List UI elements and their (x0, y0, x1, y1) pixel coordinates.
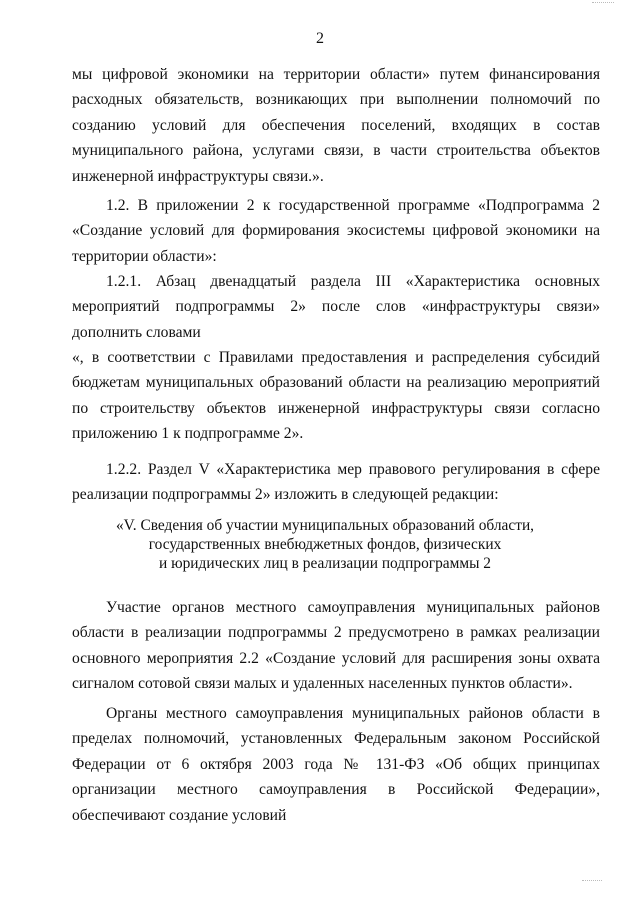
scan-mark-bottom (582, 880, 602, 883)
section-heading-line-2: государственных внебюджетных фондов, физических (148, 536, 502, 553)
paragraph-1-2-2: 1.2.2. Раздел V «Характеристика мер правового регулирования в сфере реализации подпрограммы 2» изложить в следующей редакции: (72, 461, 600, 504)
paragraph-insert-text: «, в соответствии с Правилами предоставления и распределения субсидий бюджетам муниципальных образований области на реализацию мероприятий по строительству объектов инженерной инфраструктуры связи согласно приложению 1 к подпрограмме 2». (72, 349, 600, 443)
section-heading (90, 516, 560, 573)
scan-mark-top (592, 2, 614, 5)
page-number: 2 (316, 30, 324, 47)
paragraph-1-2-1: 1.2.1. Абзац двенадцатый раздела III «Характеристика основных мероприятий подпрограммы 2» после слов «инфраструктуры связи» дополнить словами (72, 273, 600, 341)
paragraph-local-authorities: Органы местного самоуправления муниципальных районов области в пределах полномочий, установленных Федеральным законом Российской Федерации от 6 октября 2003 года № 131-ФЗ «Об общих принципах организации местного самоуправления в Российской Федерации», обеспечивают создание условий (72, 705, 600, 824)
section-heading-line-1: «V. Сведения об участии муниципальных образований области, (115, 517, 535, 534)
section-heading-line-3: и юридических лиц в реализации подпрограммы 2 (159, 555, 491, 572)
paragraph-continuation: мы цифровой экономики на территории области» путем финансирования расходных обязательств, возникающих при выполнении полномочий по созданию условий для обеспечения поселений, входящих в состав муниципального района, услугами связи, в части строительства объектов инженерной инфраструктуры связи.». (72, 66, 600, 185)
paragraph-participation: Участие органов местного самоуправления муниципальных районов области в реализации подпрограммы 2 предусмотрено в рамках реализации основного мероприятия 2.2 «Создание условий для расширения зоны охвата сигналом сотовой связи малых и удаленных населенных пунктов области». (72, 599, 600, 693)
paragraph-1-2: 1.2. В приложении 2 к государственной программе «Подпрограмма 2 «Создание условий для формирования экосистемы цифровой экономики на территории области»: (72, 197, 600, 265)
